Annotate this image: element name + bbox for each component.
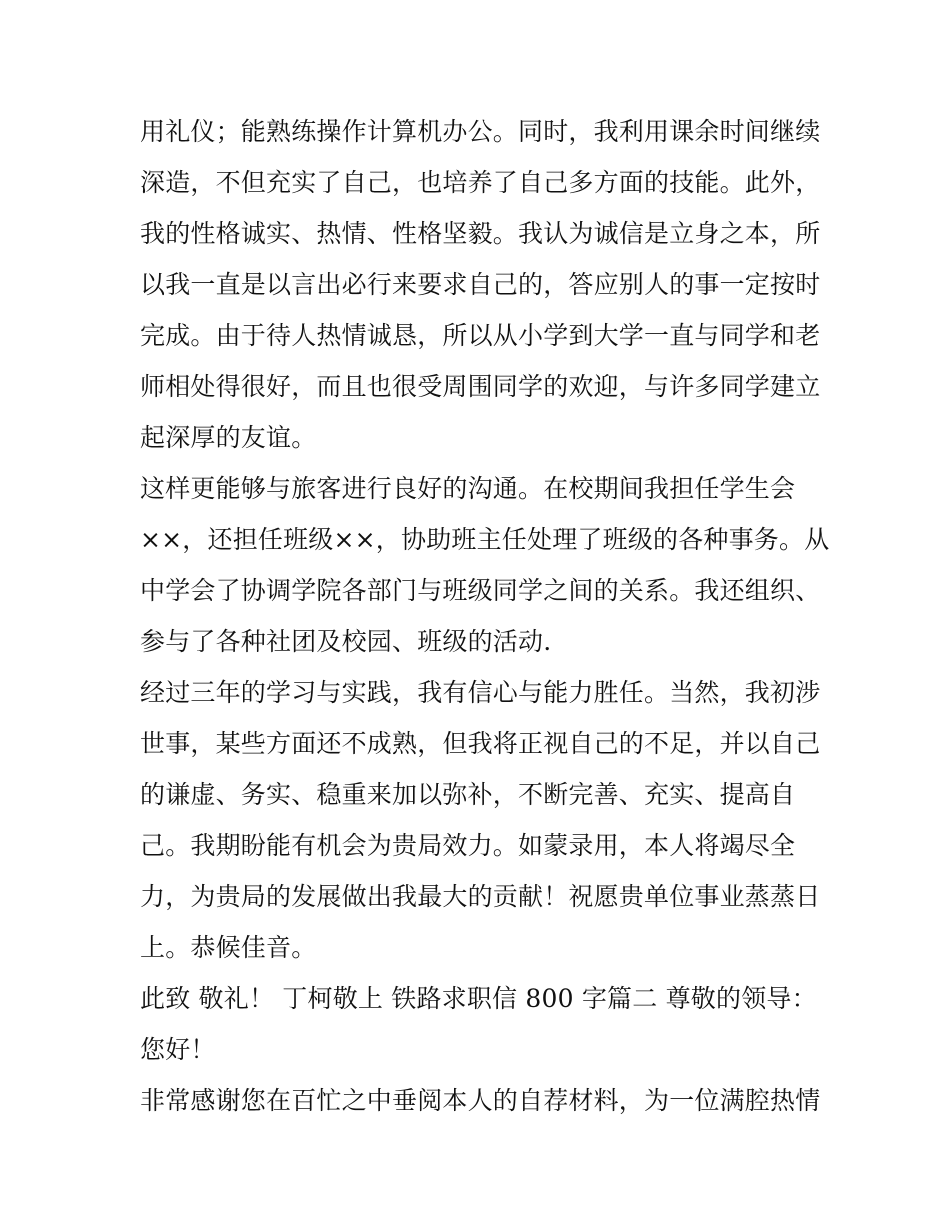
text-line: 此致 敬礼！ 丁柯敬上 铁路求职信 800 字篇二 尊敬的领导： [140, 984, 817, 1013]
text-line: 我的性格诚实、热情、性格坚毅。我认为诚信是立身之本，所 [140, 219, 821, 248]
text-line: 您好！ [140, 1035, 216, 1064]
text-line: 起深厚的友谊。 [140, 423, 317, 452]
document-body [140, 106, 830, 1126]
text-line: 己。我期盼能有机会为贵局效力。如蒙录用，本人将竭尽全 [140, 831, 796, 860]
text-line: 深造，不但充实了自己，也培养了自己多方面的技能。此外， [140, 168, 821, 197]
text-line: 师相处得很好，而且也很受周围同学的欢迎，与许多同学建立 [140, 372, 821, 401]
text-line: 世事，某些方面还不成熟，但我将正视自己的不足，并以自己 [140, 729, 821, 758]
text-line: 上。恭候佳音。 [140, 933, 317, 962]
text-line: 用礼仪；能熟练操作计算机办公。同时，我利用课余时间继续 [140, 117, 821, 146]
text-line: 这样更能够与旅客进行良好的沟通。在校期间我担任学生会 [140, 474, 796, 503]
text-line: 中学会了协调学院各部门与班级同学之间的关系。我还组织、 [140, 576, 821, 605]
text-line: 参与了各种社团及校园、班级的活动. [140, 627, 552, 656]
text-line: ××，还担任班级××，协助班主任处理了班级的各种事务。从 [140, 525, 830, 554]
text-line: 非常感谢您在百忙之中垂阅本人的自荐材料，为一位满腔热情 [140, 1086, 821, 1115]
text-line: 完成。由于待人热情诚恳，所以从小学到大学一直与同学和老 [140, 321, 821, 350]
text-line: 力，为贵局的发展做出我最大的贡献！祝愿贵单位事业蒸蒸日 [140, 882, 821, 911]
text-line: 的谦虚、务实、稳重来加以弥补，不断完善、充实、提高自 [140, 780, 796, 809]
text-line: 经过三年的学习与实践，我有信心与能力胜任。当然，我初涉 [140, 678, 821, 707]
text-line: 以我一直是以言出必行来要求自己的，答应别人的事一定按时 [140, 270, 821, 299]
